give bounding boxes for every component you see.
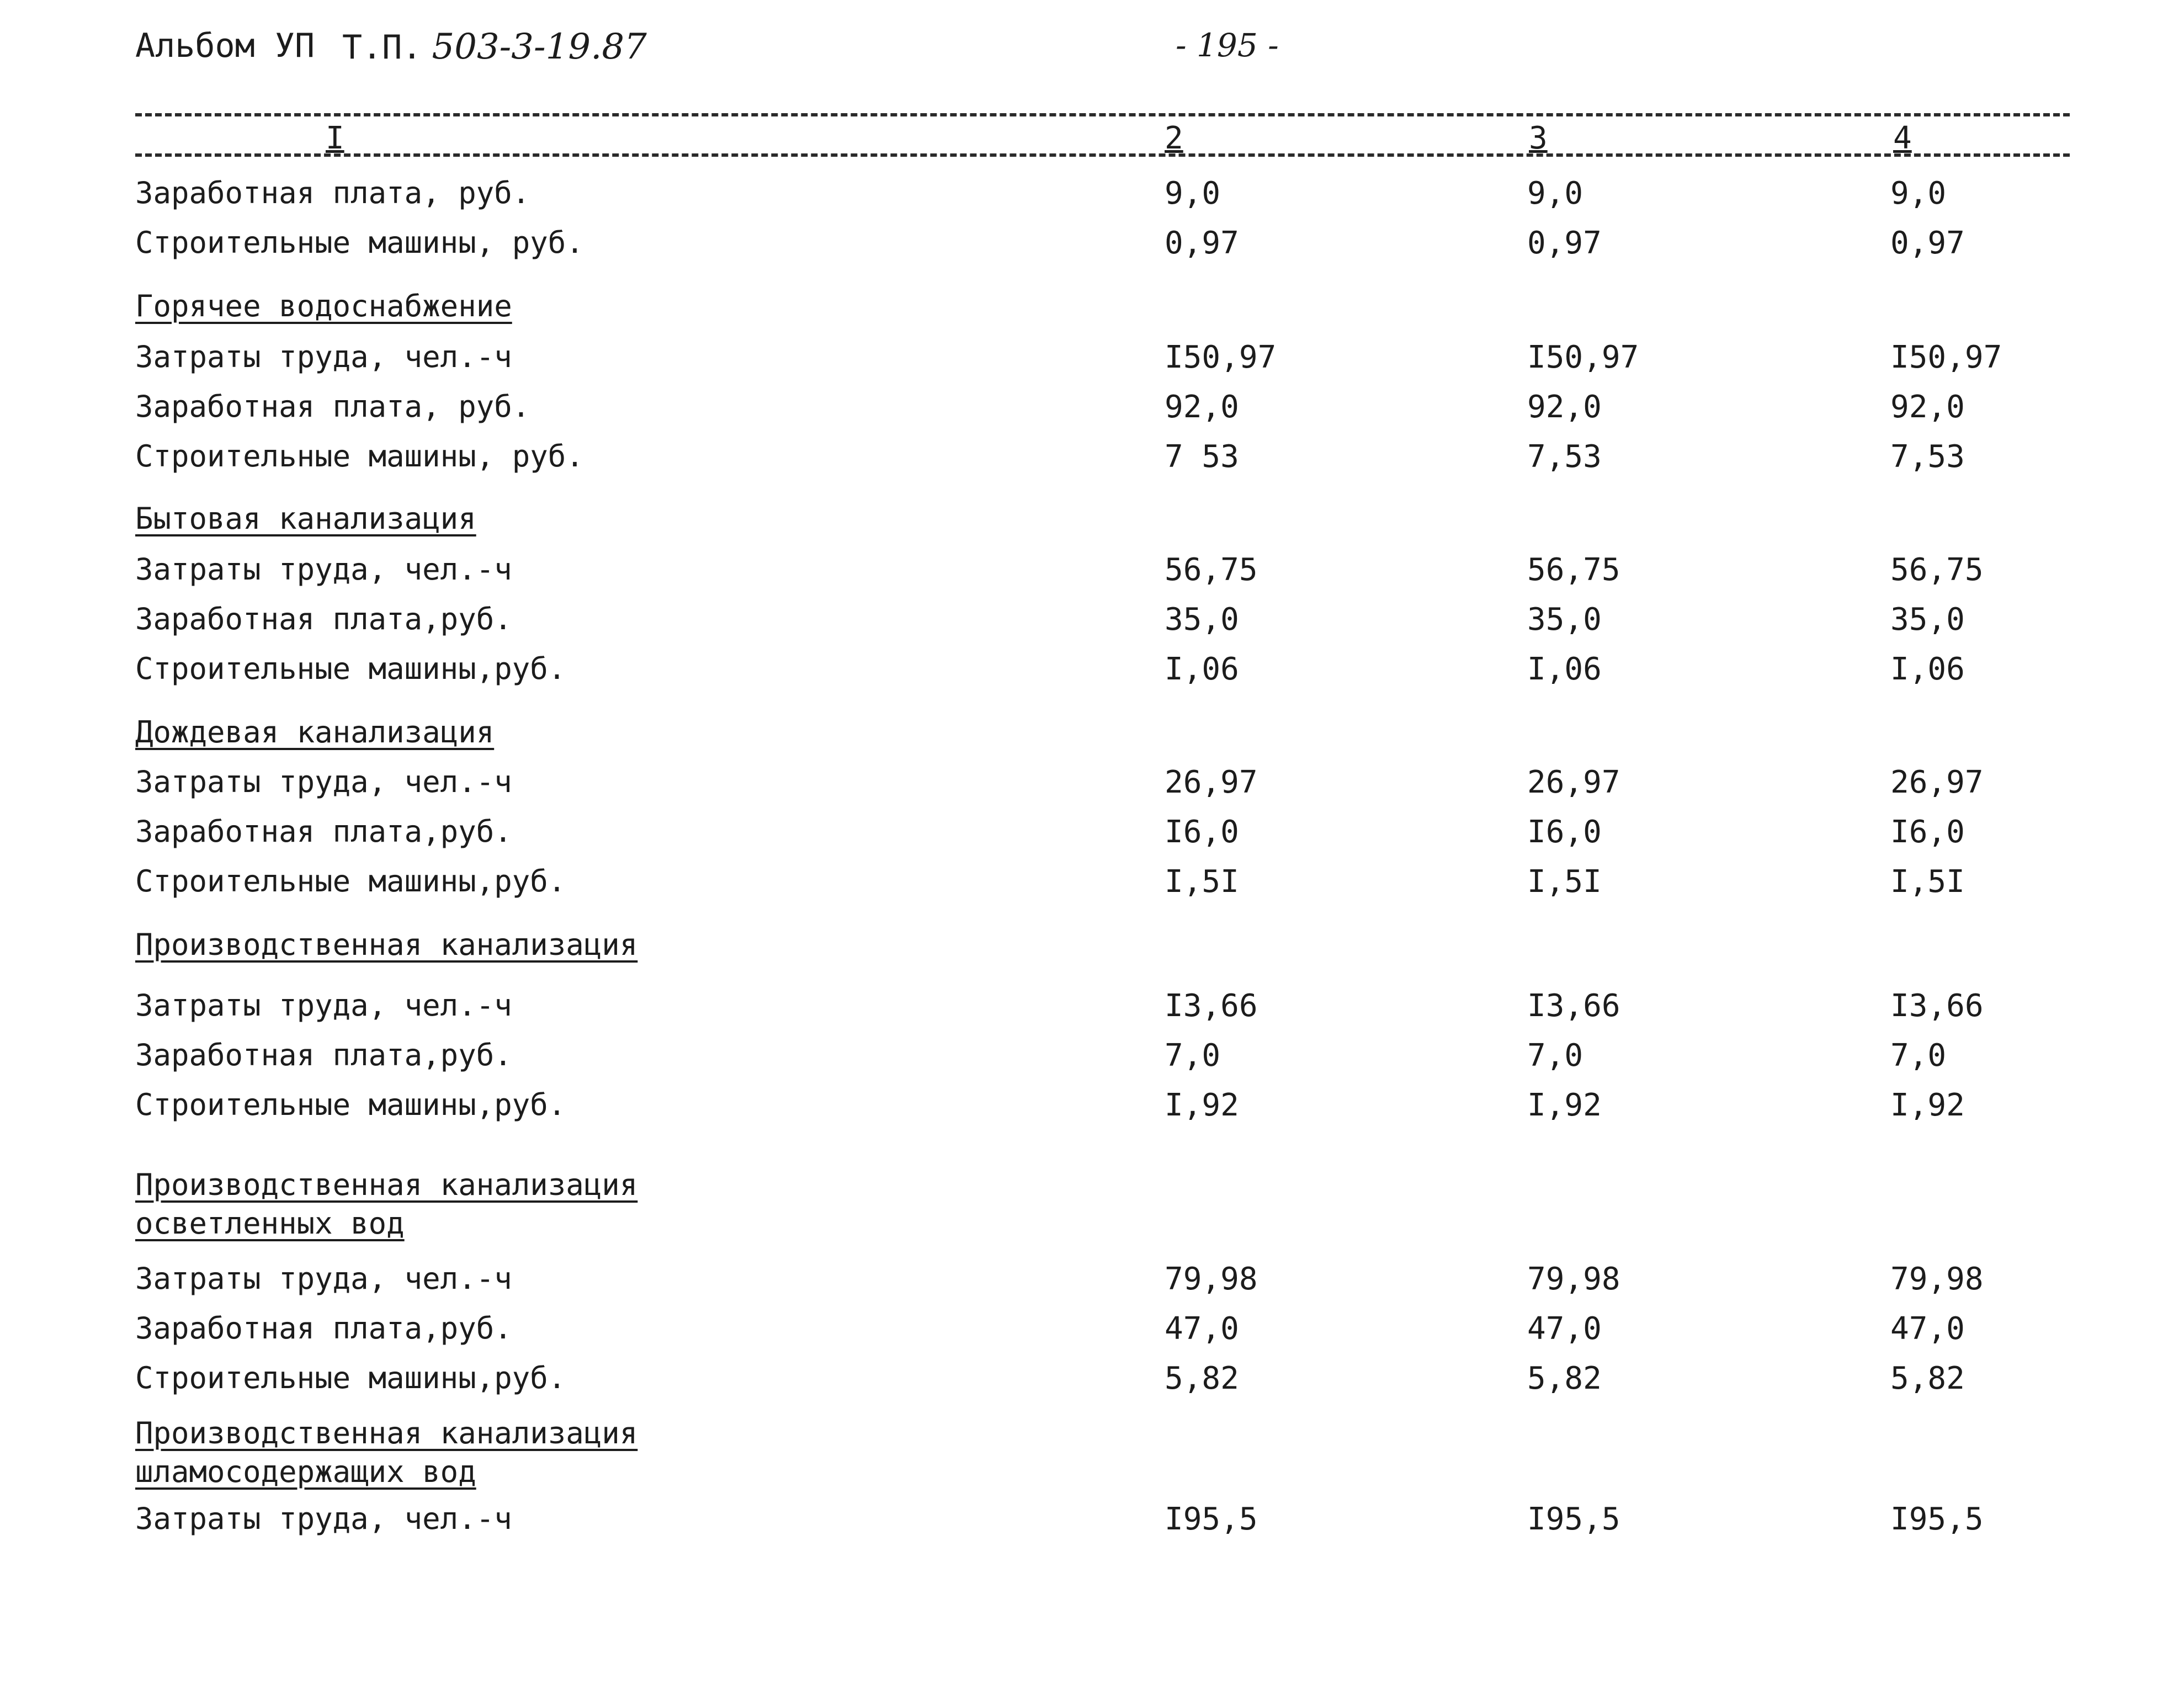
value-col-3: 92,0 bbox=[1527, 389, 1602, 425]
table-row bbox=[135, 1087, 2067, 1126]
value-col-4: I,92 bbox=[1890, 1087, 1965, 1123]
value-col-2: I,5I bbox=[1165, 864, 1239, 900]
value-col-2: 35,0 bbox=[1165, 602, 1239, 637]
table-row bbox=[135, 439, 2067, 477]
header-rule-top bbox=[135, 113, 2070, 116]
table-row bbox=[135, 988, 2067, 1027]
value-col-4: I,06 bbox=[1890, 651, 1965, 687]
value-col-4: 5,82 bbox=[1890, 1361, 1965, 1396]
value-col-2: I50,97 bbox=[1165, 339, 1277, 375]
value-col-4: 7,0 bbox=[1890, 1038, 1947, 1074]
section-title: Бытовая канализация bbox=[135, 501, 476, 536]
value-col-2: 9,0 bbox=[1165, 176, 1221, 211]
table-row bbox=[135, 1261, 2067, 1300]
table-row bbox=[135, 864, 2067, 902]
value-col-3: I3,66 bbox=[1527, 988, 1620, 1024]
value-col-2: I3,66 bbox=[1165, 988, 1258, 1024]
row-label: Затраты труда, чел.-ч bbox=[135, 1501, 512, 1536]
value-col-4: I6,0 bbox=[1890, 814, 1965, 850]
table-row bbox=[135, 225, 2067, 264]
row-label: Затраты труда, чел.-ч bbox=[135, 339, 512, 374]
row-label: Заработная плата,руб. bbox=[135, 1038, 512, 1072]
table-row bbox=[135, 1311, 2067, 1349]
value-col-4: 26,97 bbox=[1890, 764, 1984, 800]
row-label: Затраты труда, чел.-ч bbox=[135, 988, 512, 1023]
row-label: Строительные машины,руб. bbox=[135, 864, 566, 899]
value-col-4: 79,98 bbox=[1890, 1261, 1984, 1297]
value-col-3: 5,82 bbox=[1527, 1361, 1602, 1396]
value-col-3: I,92 bbox=[1527, 1087, 1602, 1123]
value-col-2: I,06 bbox=[1165, 651, 1239, 687]
section-title: Горячее водоснабжение bbox=[135, 289, 512, 323]
table-row bbox=[135, 389, 2067, 428]
value-col-4: 7,53 bbox=[1890, 439, 1965, 475]
value-col-2: 79,98 bbox=[1165, 1261, 1258, 1297]
row-label: Заработная плата,руб. bbox=[135, 602, 512, 636]
row-label: Строительные машины,руб. bbox=[135, 651, 566, 686]
value-col-2: 47,0 bbox=[1165, 1311, 1239, 1347]
row-label: Строительные машины, руб. bbox=[135, 225, 584, 260]
value-col-3: I6,0 bbox=[1527, 814, 1602, 850]
value-col-4: 47,0 bbox=[1890, 1311, 1965, 1347]
value-col-3: 26,97 bbox=[1527, 764, 1620, 800]
section-title: Производственная канализация bbox=[135, 927, 638, 962]
value-col-4: I95,5 bbox=[1890, 1501, 1984, 1537]
table-row bbox=[135, 1038, 2067, 1076]
value-col-3: 7,53 bbox=[1527, 439, 1602, 475]
tp-designation bbox=[342, 26, 647, 67]
column-number-3: 3 bbox=[1529, 120, 1548, 156]
page-number: - 195 - bbox=[1176, 26, 1279, 64]
tp-label: Т.П. bbox=[342, 28, 422, 67]
table-row bbox=[135, 602, 2067, 640]
section-title-line-1: Производственная канализация bbox=[135, 1167, 638, 1202]
row-label: Заработная плата, руб. bbox=[135, 389, 530, 424]
section-title-line-1: Производственная канализация bbox=[135, 1416, 638, 1450]
section-title-line-2: шламосодержащих вод bbox=[135, 1454, 476, 1489]
value-col-4: 9,0 bbox=[1890, 176, 1947, 211]
row-label: Затраты труда, чел.-ч bbox=[135, 1261, 512, 1296]
value-col-3: I,5I bbox=[1527, 864, 1602, 900]
row-label: Затраты труда, чел.-ч bbox=[135, 552, 512, 587]
column-number-2: 2 bbox=[1165, 120, 1183, 156]
value-col-2: 0,97 bbox=[1165, 225, 1239, 261]
section-title: Дождевая канализация bbox=[135, 715, 495, 750]
row-label: Строительные машины,руб. bbox=[135, 1087, 566, 1122]
row-label: Строительные машины, руб. bbox=[135, 439, 584, 474]
album-label: Альбом УП bbox=[135, 26, 315, 65]
table-row bbox=[135, 1501, 2067, 1540]
value-col-2: 92,0 bbox=[1165, 389, 1239, 425]
value-col-3: I,06 bbox=[1527, 651, 1602, 687]
column-number-1: I bbox=[326, 120, 344, 156]
column-number-4: 4 bbox=[1893, 120, 1912, 156]
value-col-4: I,5I bbox=[1890, 864, 1965, 900]
value-col-4: I3,66 bbox=[1890, 988, 1984, 1024]
row-label: Затраты труда, чел.-ч bbox=[135, 764, 512, 799]
value-col-2: I6,0 bbox=[1165, 814, 1239, 850]
value-col-2: 7,0 bbox=[1165, 1038, 1221, 1074]
value-col-4: I50,97 bbox=[1890, 339, 2002, 375]
value-col-2: 26,97 bbox=[1165, 764, 1258, 800]
value-col-2: 7 53 bbox=[1165, 439, 1239, 475]
table-row bbox=[135, 552, 2067, 591]
value-col-3: 35,0 bbox=[1527, 602, 1602, 637]
value-col-3: 56,75 bbox=[1527, 552, 1620, 588]
value-col-4: 0,97 bbox=[1890, 225, 1965, 261]
table-row bbox=[135, 651, 2067, 690]
value-col-4: 56,75 bbox=[1890, 552, 1984, 588]
table-row bbox=[135, 1361, 2067, 1399]
value-col-2: I,92 bbox=[1165, 1087, 1239, 1123]
value-col-4: 35,0 bbox=[1890, 602, 1965, 637]
value-col-2: I95,5 bbox=[1165, 1501, 1258, 1537]
tp-number: 503-3-19.87 bbox=[432, 26, 647, 67]
value-col-2: 5,82 bbox=[1165, 1361, 1239, 1396]
header-rule-bottom bbox=[135, 153, 2070, 157]
value-col-3: 7,0 bbox=[1527, 1038, 1583, 1074]
value-col-3: I95,5 bbox=[1527, 1501, 1620, 1537]
section-title-line-2: осветленных вод bbox=[135, 1206, 405, 1241]
table-row bbox=[135, 339, 2067, 378]
row-label: Заработная плата, руб. bbox=[135, 176, 530, 210]
row-label: Заработная плата,руб. bbox=[135, 1311, 512, 1346]
table-row bbox=[135, 814, 2067, 853]
value-col-3: I50,97 bbox=[1527, 339, 1639, 375]
row-label: Строительные машины,руб. bbox=[135, 1361, 566, 1395]
row-label: Заработная плата,руб. bbox=[135, 814, 512, 849]
table-row bbox=[135, 176, 2067, 214]
value-col-2: 56,75 bbox=[1165, 552, 1258, 588]
value-col-3: 79,98 bbox=[1527, 1261, 1620, 1297]
value-col-3: 0,97 bbox=[1527, 225, 1602, 261]
table-row bbox=[135, 764, 2067, 803]
value-col-3: 47,0 bbox=[1527, 1311, 1602, 1347]
value-col-3: 9,0 bbox=[1527, 176, 1583, 211]
value-col-4: 92,0 bbox=[1890, 389, 1965, 425]
